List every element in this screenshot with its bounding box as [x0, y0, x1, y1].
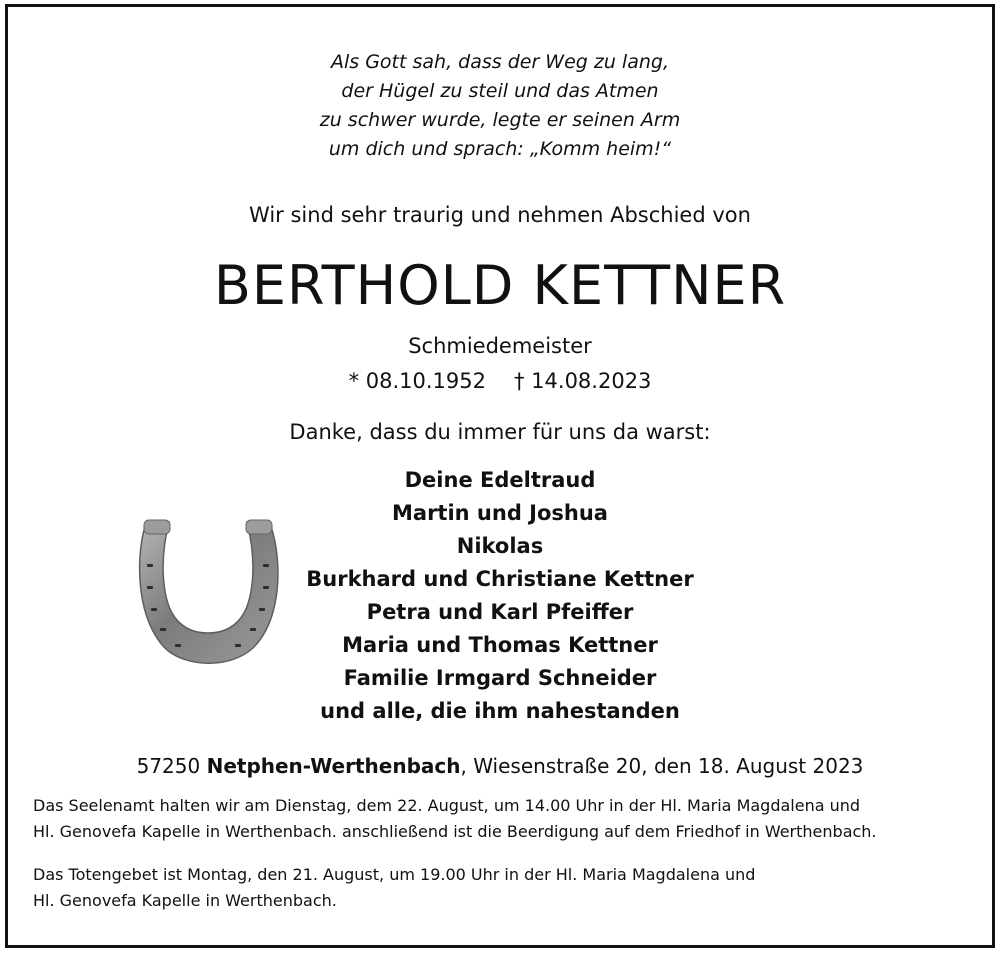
mourner: Martin und Joshua [392, 501, 608, 525]
funeral-mass-notice [33, 793, 978, 845]
mourner: Burkhard und Christiane Kettner [306, 567, 694, 591]
mourner: Nikolas [456, 534, 544, 558]
mourner: Deine Edeltraud [404, 468, 596, 492]
place-date-line [8, 752, 992, 780]
life-dates [8, 366, 992, 396]
birth-date: * 08.10.1952 [348, 369, 486, 393]
notice-line: Hl. Genovefa Kapelle in Werthenbach. [33, 891, 337, 910]
notice-line: Das Totengebet ist Montag, den 21. August, um 19.00 Uhr in der Hl. Maria Magdalena und [33, 865, 756, 884]
notice-line: Das Seelenamt halten wir am Dienstag, dem 22. August, um 14.00 Uhr in der Hl. Maria Magdalena und [33, 796, 861, 815]
address-date: , Wiesenstraße 20, den 18. August 2023 [460, 754, 864, 778]
prayer-notice [33, 862, 978, 914]
thanks-line: Danke, dass du immer für uns da warst: [289, 420, 711, 444]
zip-code: 57250 [136, 754, 201, 778]
notice-line: Hl. Genovefa Kapelle in Werthenbach. anschließend ist die Beerdigung auf dem Friedhof in Werthenbach. [33, 822, 877, 841]
poem-line-2: der Hügel zu steil und das Atmen [341, 80, 659, 102]
obituary-frame [5, 4, 995, 948]
mourner: und alle, die ihm nahestanden [320, 699, 680, 723]
poem [8, 48, 992, 164]
mourner: Maria und Thomas Kettner [342, 633, 658, 657]
deceased-name: BERTHOLD KETTNER [213, 254, 787, 317]
town-name: Netphen-Werthenbach [206, 754, 461, 778]
death-date: † 14.08.2023 [514, 369, 652, 393]
poem-line-1: Als Gott sah, dass der Weg zu lang, [330, 51, 669, 73]
poem-line-4: um dich und sprach: „Komm heim!“ [328, 138, 672, 160]
mourner: Petra und Karl Pfeiffer [366, 600, 634, 624]
horseshoe-icon [127, 512, 289, 670]
farewell-intro: Wir sind sehr traurig und nehmen Abschied von [249, 203, 751, 227]
profession: Schmiedemeister [408, 334, 592, 358]
mourner: Familie Irmgard Schneider [343, 666, 657, 690]
poem-line-3: zu schwer wurde, legte er seinen Arm [319, 109, 681, 131]
